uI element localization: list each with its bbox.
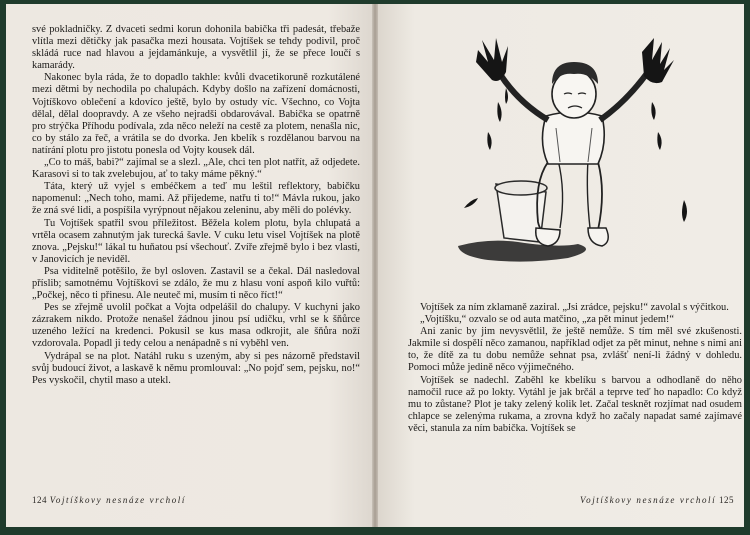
paragraph: Táta, který už vyjel s embéčkem a teď mu leštil reflektory, babičku napomenul: „Nech toho, mami. Až přijedeme, natřu ti to!“ Mávla rukou, jako že zná své lidi, a pospíšila vyrýpnout nějakou zeleninu, aby měli do polévky. [32,181,360,217]
paragraph: Ani zanic by jim nevysvětlil, že ještě nemůže. S tím měl své zkušenosti. Jakmile si dospělí něco zamanou, například odjet za pět minut, nehne s nimi ani to, že dítě za tu dobu nemůže sehnat psa, zvlášť není-li žádný v dohledu. Pomoci může jedině něco výjimečného. [408,326,742,374]
left-page-text [32,24,360,387]
paragraph: „Vojtíšku,“ ozvalo se od auta matčino, „za pět minut jedem!“ [420,314,675,326]
left-page-footer [32,495,186,505]
right-page [378,4,744,527]
paragraph: „Co to máš, babi?“ zajímal se a slezl. „Ale, chci ten plot natřít, až odjedete. Karasovi si to tak zvelebujou, ať to taky máme pěkný.“ [32,157,360,181]
paragraph: Pes se zřejmě uvolil počkat a Vojta odpelášil do chalupy. V kuchyni jako zázrakem nikdo. Protože nenašel žádnou jinou psí udičku, vrhl se k šňůrce uzeného ležící na kredenci. Pokusil se kus masa odkrojit, ale šňůra noží vzdorovala. Popadl ji tedy celou a nenápadně s ní vyběhl ven. [32,302,360,350]
paragraph: Vojtíšek se nadechl. Zaběhl ke kbelíku s barvou a odhodlaně do něho namočil ruce až po lokty. Vytáhl je jak brčál a teprve teď ho napadlo: Co když mu to zůstane? Plot je taky zelený kolik let. Začal tesknět rozjímat nad osudem chlapce se zelenýma rukama, a zrovna když ho začaly napadat samé zajímavé věci, stanula za ním babička. Vojtíšek se [408,374,742,434]
paragraph: své pokladničky. Z dvaceti sedmi korun dohonila babička tři padesát, třebaže vlítla mezi dětičky jak pasačka mezi housata. Vojtíšek se tehdy podivil, proč skládá ruce nad hlavou a jejdamánkuje, a vysvětlil jí, že se přece loučí s kamarády. [32,24,360,72]
book-spread [6,4,744,527]
paragraph: Nakonec byla ráda, že to dopadlo takhle: kvůli dvacetikoruně rozkutálené mezi dětmi by nechodila po chalupách. Kdyby došlo na zařízení domácnosti, Vojtíškovo oblečení a kdovíco ještě, bylo by ostudy víc. Všechno, co Vojta dělal, dělal doopravdy. A ze všeho nejradši obdarovával. Babička se opatrně pro strýčka Příhodu podívala, zda něco neleží na cestě za plotem, nenašla nic, co by stálo za řeč, a vrátila se do dvorka. Jen kbelík s rozdělanou barvou na natírání plotu pro jistotu ponesla od Vojty kousek dál. [32,72,360,156]
right-page-footer [580,495,734,505]
right-page-text [408,302,742,435]
paragraph: Psa viditelně potěšilo, že byl osloven. Zastavil se a čekal. Dál nasledoval příslib; samotnému Vojtíškovi se zdálo, že mu z hlasu voní aspoň kilo vuřtů: „Počkej, něco ti přinesu. Ale neuteč mi, musím ti něco říct!“ [32,265,360,302]
paragraph: Vydrápal se na plot. Natáhl ruku s uzeným, aby si pes názorně představil svůj budoucí život, a laskavě k němu promlouval: „No pojď sem, pejsku, no!“ Pes vyskočil, chytil maso a utekl. [32,350,360,386]
paragraph: Tu Vojtíšek spatřil svou příležitost. Běžela kolem plotu, byla chlupatá a vrtěla ocasem zahnutým jak turecká šavle. V cuku letu visel Vojtíšek na plotě znova. „Pejsku!“ lákal tu huňatou psí všechouť. Zvíře zřejmě bylo i bez vlasti, v Janovicích je neviděl. [32,217,360,265]
running-title: Vojtíškovy nesnáze vrcholí [49,495,186,505]
running-title: Vojtíškovy nesnáze vrcholí [580,495,717,505]
page-number: 125 [719,495,734,505]
boy-with-paint-dripping-hands-illustration [448,32,708,282]
paragraph: Vojtíšek za ním zklamaně zaziral. „Jsi zrádce, pejsku!“ zavolal s výčitkou. [420,302,729,313]
left-page [6,4,372,527]
page-number: 124 [32,495,47,505]
